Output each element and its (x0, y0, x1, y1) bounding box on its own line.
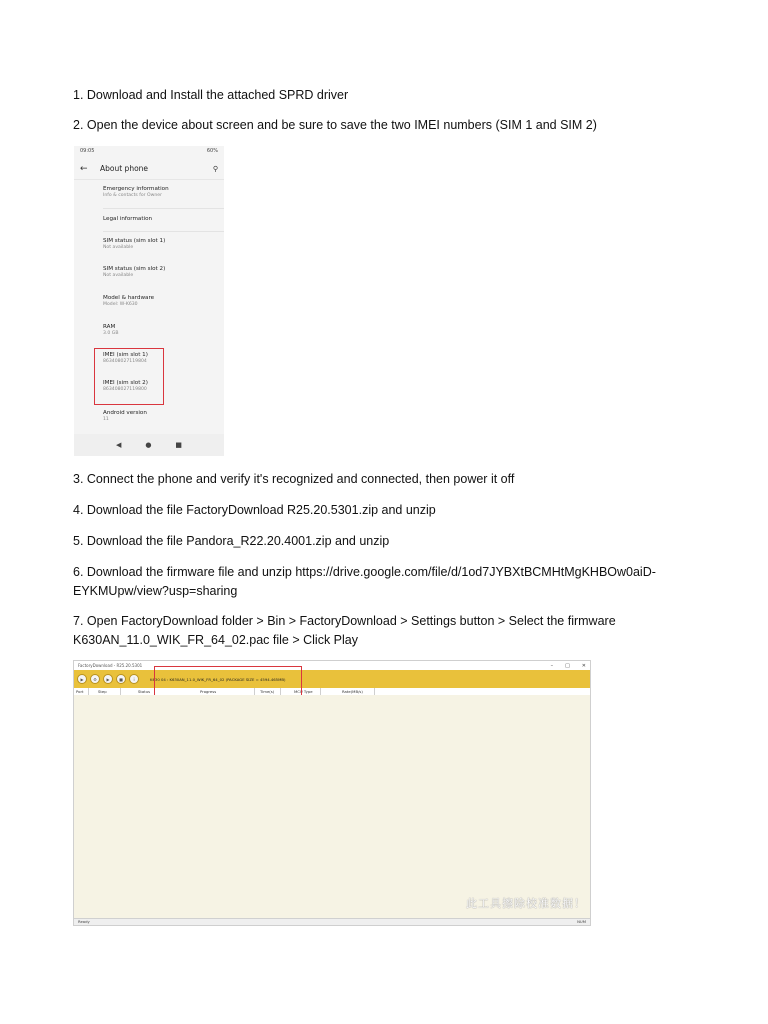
watermark-text: 此工具擦除校准数据！ (466, 897, 586, 910)
load-icon: ▶ (77, 674, 87, 684)
tool-toolbar (74, 670, 590, 688)
tool-window-title: FactoryDownload - R25.20.5301 (78, 663, 143, 668)
port-list-area (74, 695, 590, 918)
step-5: 5. Download the file Pandora_R22.20.4001.zip and unzip (73, 534, 390, 548)
settings-icon: ⚙ (90, 674, 100, 684)
step-7: 7. Open FactoryDownload folder > Bin > FactoryDownload > Settings button > Select the firmware K630AN_11.0_WIK_FR_64_02.pac file > Click Play (73, 614, 616, 647)
step-1: 1. Download and Install the attached SPRD driver (73, 88, 349, 102)
phone-time: 09:05 (80, 148, 95, 154)
search-icon: ⚲ (212, 164, 218, 173)
list-item-imei2: IMEI (sim slot 2) 863408027119800 (103, 380, 148, 392)
list-item-imei1: IMEI (sim slot 1) 863408027119804 (103, 352, 148, 364)
play-icon: ▶ (103, 674, 113, 684)
back-triangle-icon: ◀ (115, 441, 122, 449)
phone-nav-bar (74, 434, 224, 456)
list-item-sim1: SIM status (sim slot 1) Not available (103, 238, 166, 250)
close-icon: ✕ (581, 662, 586, 669)
step-6: 6. Download the firmware file and unzip https://drive.google.com/file/d/1od7JYBXtBCMHtMgKHBOw0aiD-EYKMUpw/view?usp=sharing (73, 565, 656, 598)
tool-status-bar (74, 918, 590, 925)
divider (103, 208, 224, 209)
column-header: Rate(MB/s) (342, 689, 363, 694)
step-2: 2. Open the device about screen and be sure to save the two IMEI numbers (SIM 1 and SIM 2) (73, 118, 597, 132)
column-header: Progress (200, 689, 217, 694)
list-item-android: Android version 11 (103, 410, 147, 422)
step-3: 3. Connect the phone and verify it's recognized and connected, then power it off (73, 472, 515, 486)
home-circle-icon: ● (145, 441, 152, 449)
status-right: NUM (577, 919, 586, 924)
tool-title-bar (74, 661, 590, 670)
list-item-emergency: Emergency information Info & contacts for Owner (103, 186, 169, 198)
step-4: 4. Download the file FactoryDownload R25.20.5301.zip and unzip (73, 503, 436, 517)
list-item-legal: Legal information (103, 216, 153, 222)
list-item-ram: RAM 3.0 GB (103, 324, 119, 336)
list-item-sim2: SIM status (sim slot 2) Not available (103, 266, 166, 278)
minimize-icon: – (550, 662, 554, 669)
divider (103, 231, 224, 232)
phone-status-bar (74, 146, 224, 158)
column-header: Port (76, 689, 84, 694)
column-header: Time(s) (260, 689, 275, 694)
stop-icon: ■ (116, 674, 126, 684)
file-info: K630 04 : K630AN_11.0_WIK_FR_64_02 (PACKAGE SIZE = 4594.465MB) (150, 676, 286, 682)
phone-title: About phone (100, 164, 149, 173)
back-arrow-icon: ← (80, 163, 88, 174)
list-item-model: Model & hardware Model: W-K630 (103, 295, 155, 307)
info-icon: i (129, 674, 139, 684)
factory-download-screenshot (73, 660, 591, 926)
recents-square-icon: ■ (175, 441, 182, 449)
maximize-icon: □ (565, 662, 570, 669)
status-left: Ready (78, 919, 90, 924)
column-header: Status (138, 689, 151, 694)
column-header: Step (98, 689, 107, 694)
about-phone-screenshot (74, 146, 224, 456)
imei-highlight-box (94, 348, 164, 405)
column-header: MCU Type (294, 689, 313, 694)
phone-app-bar (74, 158, 224, 180)
phone-battery: 60% (206, 148, 218, 154)
